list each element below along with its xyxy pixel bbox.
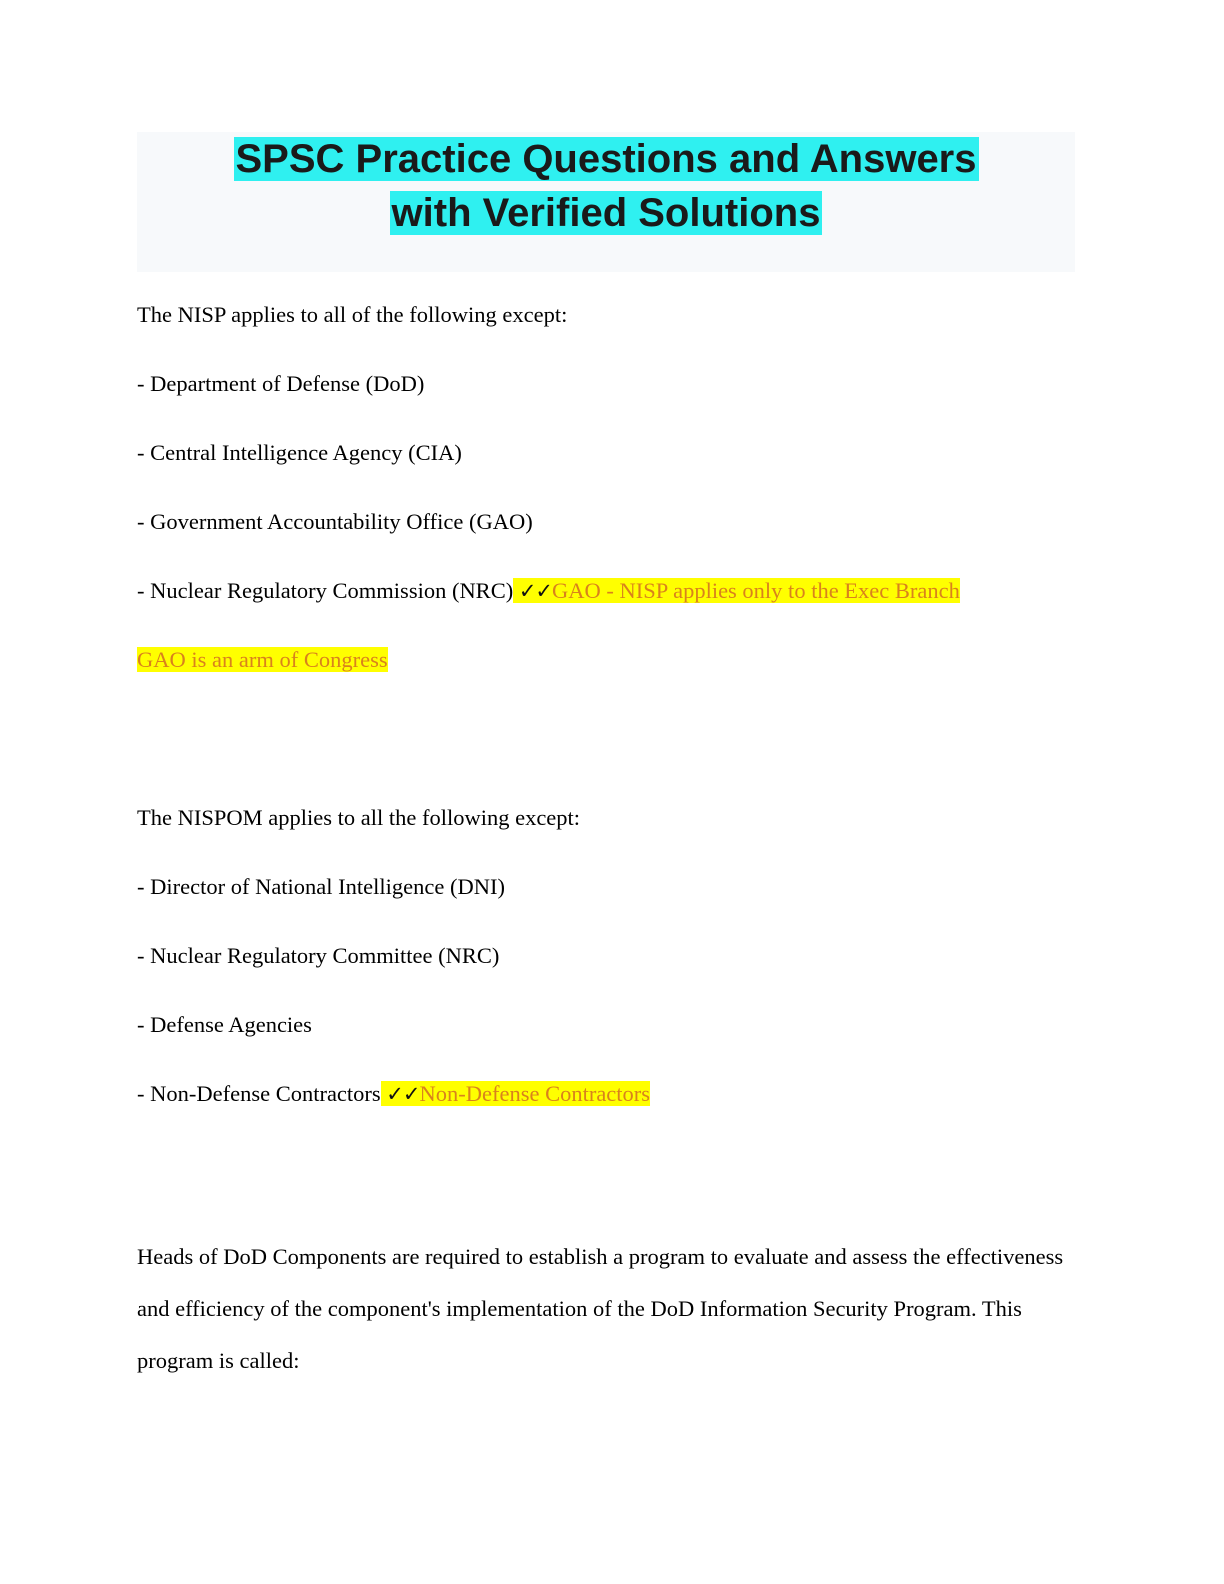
answer-1-line-2: GAO is an arm of Congress [137, 647, 388, 672]
closing-paragraph: Heads of DoD Components are required to establish a program to evaluate and assess the effectiveness and efficiency of the component's implementation of the DoD Information Security Program. This program is called: [137, 1244, 1064, 1373]
option-1-1: - Department of Defense (DoD) [137, 371, 425, 396]
page-title-text-1: SPSC Practice Questions and Answers [235, 137, 977, 181]
spacer [137, 330, 1097, 369]
option-1-4-with-answer [137, 576, 1097, 606]
question-2: The NISPOM applies to all the following except: [137, 805, 581, 830]
section-spacer [137, 675, 1097, 803]
closing-paragraph-block [137, 1231, 1097, 1387]
answer-1-line-2-wrap [137, 645, 1097, 675]
answer-2-line-1: Non-Defense Contractors [419, 1081, 651, 1106]
option-2-2: - Nuclear Regulatory Committee (NRC) [137, 943, 500, 968]
answer-1-line-1: GAO - NISP applies only to the Exec Branch [552, 578, 960, 603]
option-1-4: - Nuclear Regulatory Commission (NRC) [137, 578, 514, 603]
page-title-line-2 [137, 186, 1075, 240]
spacer [137, 537, 1097, 576]
spacer [137, 399, 1097, 438]
document-body [137, 300, 1097, 1387]
question-1: The NISP applies to all of the following except: [137, 302, 568, 327]
document-title-block [137, 132, 1075, 272]
spacer [137, 468, 1097, 507]
spacer [137, 971, 1097, 1010]
answer-1-inline [513, 578, 960, 603]
option-2-1: - Director of National Intelligence (DNI) [137, 874, 505, 899]
option-2-4: - Non-Defense Contractors [137, 1081, 381, 1106]
spacer [137, 606, 1097, 645]
section-spacer [137, 1109, 1097, 1231]
option-2-3: - Defense Agencies [137, 1012, 312, 1037]
spacer [137, 833, 1097, 872]
option-1-3: - Government Accountability Office (GAO) [137, 509, 533, 534]
qa-section-1 [137, 300, 1097, 675]
check-mark-icon: ✓✓ [386, 1082, 420, 1106]
answer-2-inline [381, 1081, 650, 1106]
option-2-4-with-answer [137, 1079, 1097, 1109]
spacer [137, 902, 1097, 941]
spacer [137, 1040, 1097, 1079]
qa-section-2 [137, 803, 1097, 1109]
page-title-line-1 [137, 132, 1075, 186]
page-title-text-2: with Verified Solutions [391, 191, 821, 235]
option-1-2: - Central Intelligence Agency (CIA) [137, 440, 462, 465]
check-mark-icon: ✓✓ [518, 579, 553, 603]
